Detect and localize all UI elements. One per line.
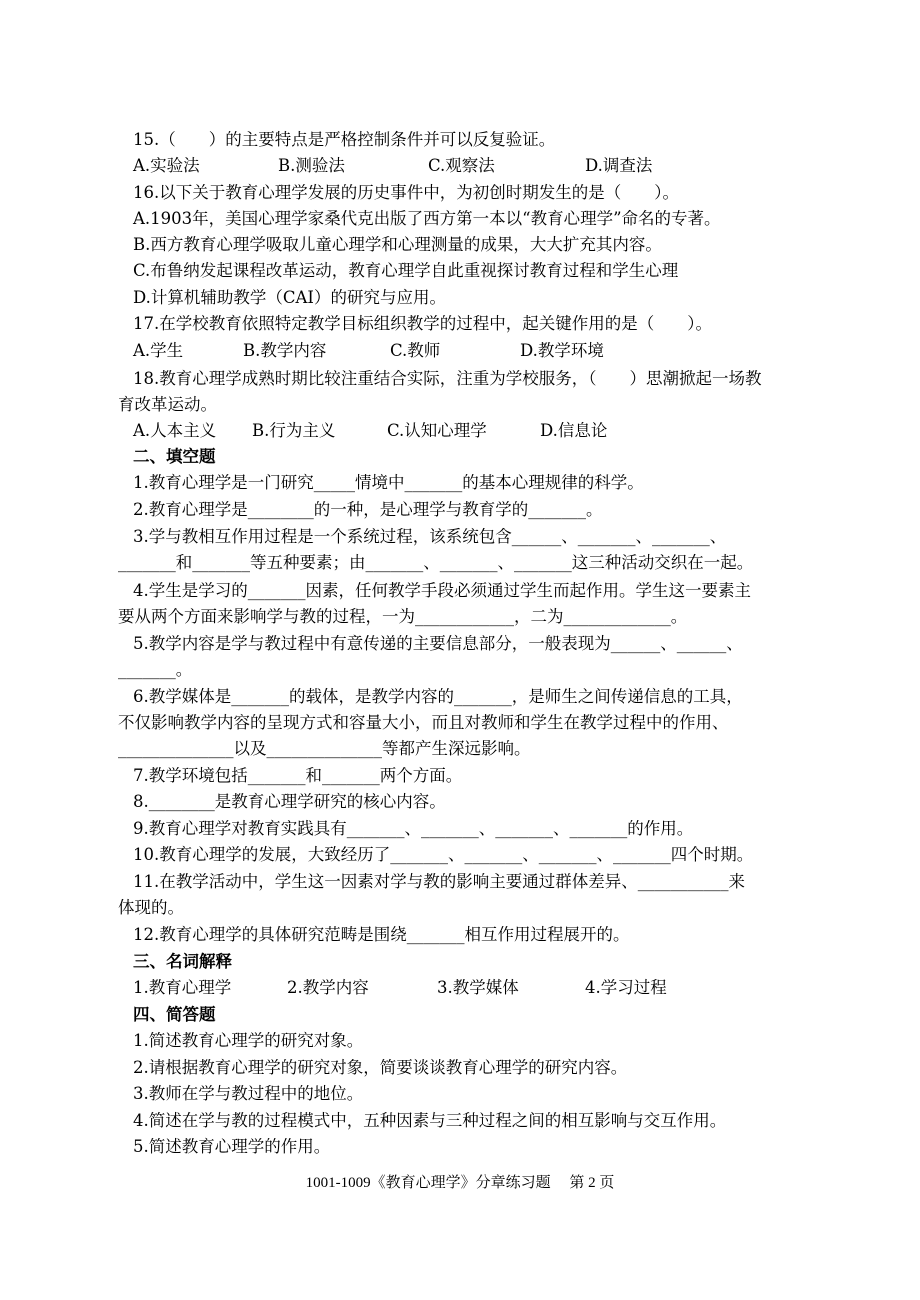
fill-in-3-line-2: _______和_______等五种要素；由_______、_______、_______这三种活动交织在一起。: [118, 553, 754, 572]
question-18-line-2: 育改革运动。: [118, 395, 217, 414]
option-a: A.实验法: [133, 156, 200, 175]
option-c: C.认知心理学: [387, 421, 487, 440]
option-b: B.教学内容: [243, 341, 327, 360]
question-16-option-b: B.西方教育心理学吸取儿童心理学和心理测量的成果，大大扩充其内容。: [133, 235, 662, 254]
question-16: 16.以下关于教育心理学发展的历史事件中，为初创时期发生的是（ ）。: [133, 183, 679, 202]
short-answer-3: 3.教师在学与教过程中的地位。: [133, 1084, 364, 1103]
question-18-line-1: 18.教育心理学成熟时期比较注重结合实际，注重为学校服务，（ ）思潮掀起一场教: [133, 369, 762, 388]
option-b: B.行为主义: [252, 421, 336, 440]
fill-in-6-line-2: 不仅影响教学内容的呈现方式和容量大小，而且对教师和学生在教学过程中的作用、: [118, 713, 729, 732]
option-a: A.人本主义: [133, 421, 217, 440]
short-answer-4: 4.简述在学与教的过程模式中，五种因素与三种过程之间的相互影响与交互作用。: [133, 1111, 727, 1130]
question-17: 17.在学校教育依照特定教学目标组织教学的过程中，起关键作用的是（ ）。: [133, 314, 712, 333]
fill-in-7: 7.教学环境包括_______和_______两个方面。: [133, 766, 463, 785]
fill-in-4-line-1: 4.学生是学习的_______因素，任何教学手段必须通过学生而起作用。学生这一要素主: [133, 581, 751, 600]
option-d: D.教学环境: [520, 341, 604, 360]
fill-in-11-line-1: 11.在教学活动中，学生这一因素对学与教的影响主要通过群体差异、___________来: [133, 872, 745, 891]
term-item: 1.教育心理学: [133, 978, 232, 997]
page-footer: 1001-1009《教育心理学》分章练习题 第 2 页: [305, 1175, 615, 1191]
question-15: 15.（ ）的主要特点是严格控制条件并可以反复验证。: [133, 130, 556, 149]
option-c: C.观察法: [428, 156, 495, 175]
fill-in-12: 12.教育心理学的具体研究范畴是围绕_______相互作用过程展开的。: [133, 925, 630, 944]
option-d: D.信息论: [540, 421, 608, 440]
section-heading-fill-in: 二、填空题: [133, 447, 216, 466]
fill-in-9: 9.教育心理学对教育实践具有_______、_______、_______、_______的作用。: [133, 819, 694, 838]
fill-in-2: 2.教育心理学是________的一种，是心理学与教育学的_______。: [133, 500, 603, 519]
section-heading-short-answer: 四、简答题: [133, 1005, 216, 1024]
term-item: 2.教学内容: [287, 978, 369, 997]
question-16-option-c: C.布鲁纳发起课程改革运动，教育心理学自此重视探讨教育过程和学生心理: [133, 261, 679, 280]
fill-in-1: 1.教育心理学是一门研究_____情境中_______的基本心理规律的科学。: [133, 473, 644, 492]
short-answer-1: 1.简述教育心理学的研究对象。: [133, 1031, 364, 1050]
fill-in-6-line-1: 6.教学媒体是_______的载体，是教学内容的_______，是师生之间传递信息的工具，: [133, 687, 743, 706]
fill-in-8: 8.________是教育心理学研究的核心内容。: [133, 792, 446, 811]
short-answer-5: 5.简述教育心理学的作用。: [133, 1137, 331, 1156]
fill-in-3-line-1: 3.学与教相互作用过程是一个系统过程，该系统包含______、_______、_______、: [133, 527, 727, 546]
fill-in-6-line-3: ______________以及______________等都产生深远影响。: [118, 739, 531, 758]
option-c: C.教师: [390, 341, 441, 360]
fill-in-5-line-1: 5.教学内容是学与教过程中有意传递的主要信息部分，一般表现为______、______、: [133, 634, 743, 653]
fill-in-4-line-2: 要从两个方面来影响学与教的过程，一为____________，二为_____________。: [118, 607, 688, 626]
fill-in-10: 10.教育心理学的发展，大致经历了_______、_______、_______、_______四个时期。: [133, 845, 754, 864]
option-d: D.调查法: [585, 156, 653, 175]
section-heading-terms: 三、名词解释: [133, 952, 232, 971]
fill-in-5-line-2: _______。: [118, 660, 193, 679]
question-16-option-d: D.计算机辅助教学（CAI）的研究与应用。: [133, 288, 446, 307]
short-answer-2: 2.请根据教育心理学的研究对象，简要谈谈教育心理学的研究内容。: [133, 1058, 628, 1077]
term-item: 3.教学媒体: [437, 978, 519, 997]
question-16-option-a: A.1903年，美国心理学家桑代克出版了西方第一本以“教育心理学”命名的专著。: [133, 209, 721, 228]
option-a: A.学生: [133, 341, 184, 360]
fill-in-11-line-2: 体现的。: [118, 898, 184, 917]
option-b: B.测验法: [278, 156, 345, 175]
term-item: 4.学习过程: [585, 978, 667, 997]
